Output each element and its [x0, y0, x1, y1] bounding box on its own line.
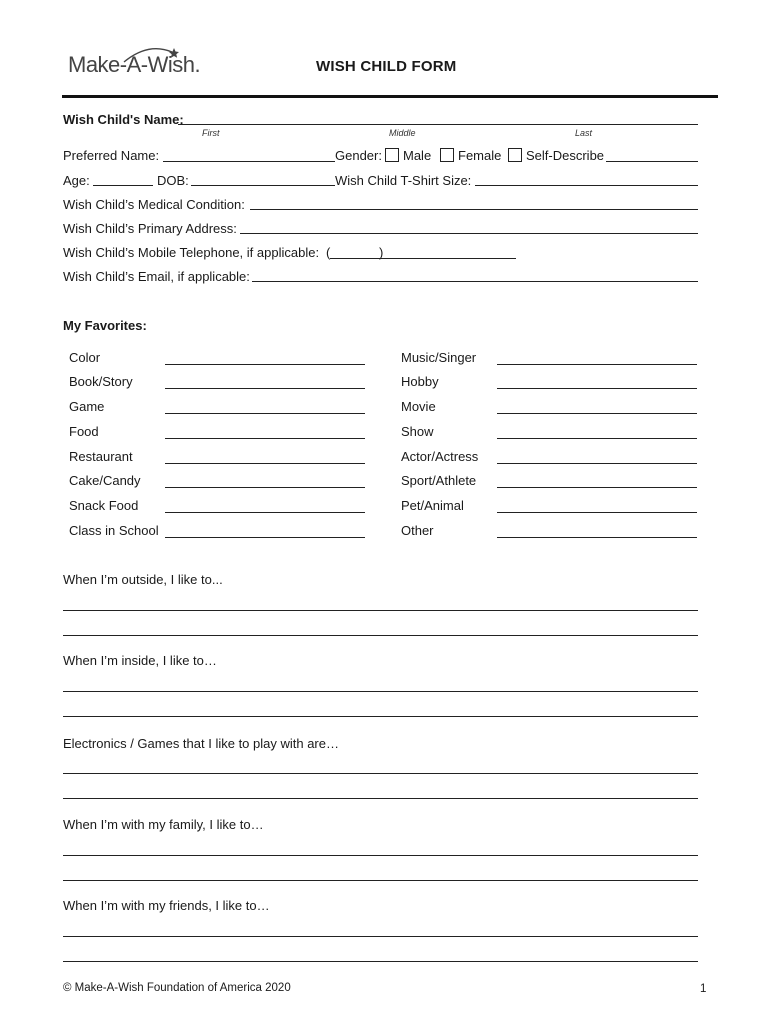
fav-left-label: Cake/Candy	[69, 473, 141, 488]
footer-copyright: © Make-A-Wish Foundation of America 2020	[63, 982, 291, 994]
gender-male-option[interactable]	[385, 148, 431, 163]
fav-right-field[interactable]	[497, 364, 697, 365]
answer-line[interactable]	[63, 773, 698, 774]
gender-label: Gender:	[335, 148, 382, 163]
fav-left-field[interactable]	[165, 463, 365, 464]
gender-female-option[interactable]	[440, 148, 501, 163]
phone-paren-close: )	[379, 245, 384, 260]
fav-left-label: Class in School	[69, 523, 159, 538]
fav-left-field[interactable]	[165, 364, 365, 365]
fav-right-field[interactable]	[497, 438, 697, 439]
dob-label: DOB:	[157, 173, 189, 188]
self-describe-checkbox[interactable]	[508, 148, 522, 162]
self-describe-label: Self-Describe	[526, 148, 605, 163]
phone-label: Wish Child’s Mobile Telephone, if applicable:	[63, 245, 320, 260]
address-label: Wish Child’s Primary Address:	[63, 221, 237, 236]
fav-right-field[interactable]	[497, 463, 697, 464]
logo-text: Make-A-Wish.	[68, 52, 201, 77]
dob-field[interactable]	[191, 185, 335, 186]
fav-right-label: Music/Singer	[401, 350, 477, 365]
favorites-heading: My Favorites:	[63, 318, 147, 333]
prompt-electronics: Electronics / Games that I like to play with are…	[63, 736, 339, 751]
fav-right-field[interactable]	[497, 388, 697, 389]
fav-left-field[interactable]	[165, 413, 365, 414]
prompt-outside: When I’m outside, I like to...	[63, 572, 223, 587]
fav-left-label: Food	[69, 424, 99, 439]
male-label: Male	[403, 148, 432, 163]
answer-line[interactable]	[63, 936, 698, 937]
fav-left-label: Restaurant	[69, 449, 133, 464]
answer-line[interactable]	[63, 716, 698, 717]
answer-line[interactable]	[63, 798, 698, 799]
address-field[interactable]	[240, 233, 698, 234]
middle-hint: Middle	[389, 128, 416, 138]
gender-self-describe-option[interactable]	[508, 148, 604, 163]
phone-paren-open: (	[326, 245, 331, 260]
age-label: Age:	[63, 173, 90, 188]
fav-right-field[interactable]	[497, 537, 697, 538]
phone-field[interactable]	[330, 258, 516, 259]
fav-right-label: Pet/Animal	[401, 498, 464, 513]
fav-left-field[interactable]	[165, 388, 365, 389]
age-field[interactable]	[93, 185, 153, 186]
answer-line[interactable]	[63, 961, 698, 962]
name-field[interactable]	[178, 124, 698, 125]
fav-left-field[interactable]	[165, 512, 365, 513]
male-checkbox[interactable]	[385, 148, 399, 162]
fav-right-label: Other	[401, 523, 434, 538]
fav-left-label: Game	[69, 399, 105, 414]
tshirt-label: Wish Child T-Shirt Size:	[335, 173, 472, 188]
fav-right-field[interactable]	[497, 413, 697, 414]
fav-right-label: Actor/Actress	[401, 449, 479, 464]
answer-line[interactable]	[63, 610, 698, 611]
header-rule	[62, 95, 718, 98]
email-label: Wish Child’s Email, if applicable:	[63, 269, 250, 284]
answer-line[interactable]	[63, 880, 698, 881]
fav-right-field[interactable]	[497, 487, 697, 488]
fav-left-field[interactable]	[165, 537, 365, 538]
fav-right-label: Sport/Athlete	[401, 473, 477, 488]
female-checkbox[interactable]	[440, 148, 454, 162]
answer-line[interactable]	[63, 635, 698, 636]
fav-left-label: Color	[69, 350, 101, 365]
fav-left-field[interactable]	[165, 438, 365, 439]
prompt-inside: When I’m inside, I like to…	[63, 653, 217, 668]
fav-right-field[interactable]	[497, 512, 697, 513]
first-hint: First	[202, 128, 220, 138]
prompt-family: When I’m with my family, I like to…	[63, 817, 264, 832]
medical-label: Wish Child’s Medical Condition:	[63, 197, 245, 212]
fav-right-label: Hobby	[401, 374, 439, 389]
tshirt-field[interactable]	[475, 185, 698, 186]
fav-left-field[interactable]	[165, 487, 365, 488]
female-label: Female	[458, 148, 502, 163]
page-number: 1	[700, 983, 707, 995]
prompt-friends: When I’m with my friends, I like to…	[63, 898, 270, 913]
email-field[interactable]	[252, 281, 698, 282]
fav-left-label: Snack Food	[69, 498, 139, 513]
fav-right-label: Movie	[401, 399, 436, 414]
preferred-name-label: Preferred Name:	[63, 148, 160, 163]
self-describe-field[interactable]	[606, 161, 698, 162]
answer-line[interactable]	[63, 855, 698, 856]
last-hint: Last	[575, 128, 593, 138]
name-label: Wish Child's Name:	[63, 112, 184, 127]
answer-line[interactable]	[63, 691, 698, 692]
preferred-name-field[interactable]	[163, 161, 335, 162]
make-a-wish-logo	[68, 44, 208, 80]
page-title: WISH CHILD FORM	[316, 58, 457, 75]
fav-right-label: Show	[401, 424, 434, 439]
medical-field[interactable]	[250, 209, 698, 210]
fav-left-label: Book/Story	[69, 374, 133, 389]
